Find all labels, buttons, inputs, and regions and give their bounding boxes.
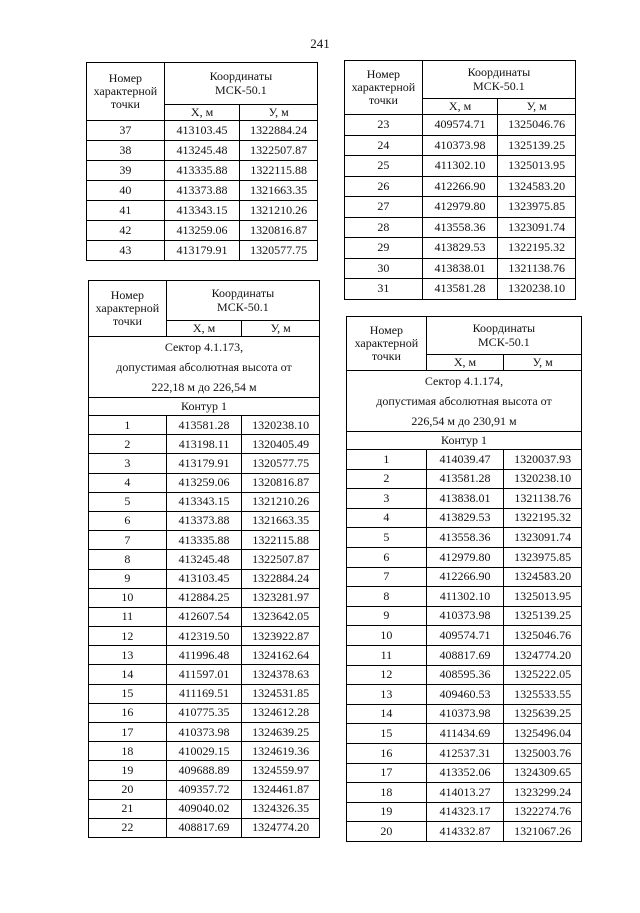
y-coordinate-cell: 1321210.26 [242,492,320,511]
table-row [347,704,582,724]
x-coordinate-cell: 413179.91 [164,241,240,261]
point-number-cell: 2 [89,435,167,454]
y-coordinate-cell: 1325222.05 [504,665,582,685]
table-row [89,454,320,473]
point-number-cell: 3 [347,489,427,509]
x-coordinate-cell: 410373.98 [422,135,498,156]
point-number-cell: 10 [347,626,427,646]
y-coordinate-cell: 1321663.35 [240,181,318,201]
y-coordinate-cell: 1325533.55 [504,685,582,705]
y-coordinate-cell: 1324309.65 [504,763,582,783]
y-coordinate-cell: 1322195.32 [498,238,576,259]
point-number-cell: 13 [347,685,427,705]
x-coordinate-cell: 410373.98 [426,606,504,626]
y-coordinate-cell: 1321663.35 [242,511,320,530]
point-number-cell: 21 [89,799,167,818]
y-coordinate-cell: 1324583.20 [498,176,576,197]
x-coordinate-cell: 411434.69 [426,724,504,744]
y-coordinate-cell: 1322115.88 [240,161,318,181]
y-coordinate-cell: 1321210.26 [240,201,318,221]
x-coordinate-cell: 412979.80 [426,547,504,567]
y-coordinate-cell: 1324612.28 [242,703,320,722]
table-row [347,685,582,705]
x-coordinate-cell: 412537.31 [426,743,504,763]
coordinates-header: Координаты МСК-50.1 [426,317,581,355]
point-number-cell: 15 [89,684,167,703]
y-coordinate-cell: 1323975.85 [504,547,582,567]
x-coordinate-cell: 413103.45 [164,121,240,141]
point-number-cell: 10 [89,588,167,607]
x-coordinate-cell: 409574.71 [426,626,504,646]
x-coordinate-cell: 413335.88 [164,161,240,181]
x-coordinate-cell: 413829.53 [426,508,504,528]
table-row [87,141,318,161]
table-row [347,508,582,528]
point-number-cell: 11 [89,607,167,626]
table-row [345,176,576,197]
y-column-header: У, м [240,105,318,121]
point-number-cell: 28 [345,217,423,238]
point-number-cell: 12 [89,627,167,646]
table-row [89,492,320,511]
x-coordinate-cell: 413352.06 [426,763,504,783]
table-row [87,121,318,141]
y-coordinate-cell: 1320816.87 [240,221,318,241]
x-coordinate-cell: 413373.88 [164,181,240,201]
table-row [345,197,576,218]
table-row [347,528,582,548]
x-coordinate-cell: 410029.15 [166,742,242,761]
x-coordinate-cell: 412266.90 [426,567,504,587]
point-number-cell: 7 [89,531,167,550]
point-number-cell: 19 [347,802,427,822]
y-coordinate-cell: 1323922.87 [242,627,320,646]
table-row [345,279,576,300]
table-row [347,763,582,783]
x-coordinate-cell: 412884.25 [166,588,242,607]
table-row [89,665,320,684]
x-coordinate-cell: 413179.91 [166,454,242,473]
y-coordinate-cell: 1322195.32 [504,508,582,528]
table-row [89,627,320,646]
table-row [347,783,582,803]
y-coordinate-cell: 1324619.36 [242,742,320,761]
point-number-cell: 16 [347,743,427,763]
point-number-cell: 26 [345,176,423,197]
x-coordinate-cell: 413198.11 [166,435,242,454]
table-row [89,511,320,530]
x-coordinate-cell: 411302.10 [426,587,504,607]
y-coordinate-cell: 1324583.20 [504,567,582,587]
table-row [345,115,576,136]
y-coordinate-cell: 1325013.95 [498,156,576,177]
contour-label: Контур 1 [347,432,582,450]
x-coordinate-cell: 408817.69 [166,818,242,837]
y-coordinate-cell: 1322507.87 [242,550,320,569]
y-coordinate-cell: 1321138.76 [504,489,582,509]
y-coordinate-cell: 1325639.25 [504,704,582,724]
point-number-cell: 3 [89,454,167,473]
y-coordinate-cell: 1322884.24 [240,121,318,141]
table-row [89,588,320,607]
point-number-cell: 39 [87,161,165,181]
coordinates-table-sector-4-1-173 [88,280,320,838]
coordinates-table-sector-4-1-174 [346,316,582,842]
table-row [89,761,320,780]
point-number-cell: 8 [89,550,167,569]
point-number-cell: 8 [347,587,427,607]
point-number-cell: 23 [345,115,423,136]
y-column-header: У, м [498,99,576,115]
point-number-cell: 27 [345,197,423,218]
x-column-header: X, м [166,321,242,337]
x-coordinate-cell: 409574.71 [422,115,498,136]
x-coordinate-cell: 414332.87 [426,822,504,842]
x-coordinate-cell: 412266.90 [422,176,498,197]
x-coordinate-cell: 414323.17 [426,802,504,822]
y-coordinate-cell: 1324774.20 [504,645,582,665]
point-number-cell: 2 [347,469,427,489]
coordinates-table-top-right [344,60,576,300]
y-coordinate-cell: 1320037.93 [504,450,582,470]
y-coordinate-cell: 1320238.10 [504,469,582,489]
point-number-cell: 1 [89,416,167,435]
table-row [345,156,576,177]
x-coordinate-cell: 410373.98 [166,723,242,742]
point-number-cell: 14 [347,704,427,724]
table-row [347,822,582,842]
point-number-cell: 43 [87,241,165,261]
x-coordinate-cell: 413558.36 [422,217,498,238]
table-row [89,550,320,569]
y-coordinate-cell: 1324559.97 [242,761,320,780]
point-number-cell: 20 [347,822,427,842]
y-coordinate-cell: 1322274.76 [504,802,582,822]
x-coordinate-cell: 409040.02 [166,799,242,818]
x-coordinate-cell: 413838.01 [422,258,498,279]
table-row [345,258,576,279]
table-row [87,181,318,201]
table-row [89,473,320,492]
table-row [345,217,576,238]
table-row [89,435,320,454]
point-number-cell: 9 [89,569,167,588]
coordinates-header: Координаты МСК-50.1 [166,281,319,321]
x-coordinate-cell: 413373.88 [166,511,242,530]
y-coordinate-cell: 1323091.74 [498,217,576,238]
table-row [347,469,582,489]
table-row [347,802,582,822]
y-coordinate-cell: 1322884.24 [242,569,320,588]
y-coordinate-cell: 1324639.25 [242,723,320,742]
x-coordinate-cell: 413103.45 [166,569,242,588]
x-coordinate-cell: 410373.98 [426,704,504,724]
table-row [347,665,582,685]
y-coordinate-cell: 1323975.85 [498,197,576,218]
y-coordinate-cell: 1324774.20 [242,818,320,837]
point-number-cell: 18 [89,742,167,761]
x-coordinate-cell: 411302.10 [422,156,498,177]
y-coordinate-cell: 1322115.88 [242,531,320,550]
x-coordinate-cell: 414013.27 [426,783,504,803]
point-number-cell: 42 [87,221,165,241]
x-coordinate-cell: 413829.53 [422,238,498,259]
table-row [345,238,576,259]
y-coordinate-cell: 1325139.25 [504,606,582,626]
point-number-cell: 6 [89,511,167,530]
table-row [89,416,320,435]
point-number-cell: 1 [347,450,427,470]
y-coordinate-cell: 1325003.76 [504,743,582,763]
point-number-cell: 18 [347,783,427,803]
y-coordinate-cell: 1323642.05 [242,607,320,626]
y-coordinate-cell: 1325013.95 [504,587,582,607]
y-coordinate-cell: 1320577.75 [242,454,320,473]
coordinates-table-top-left [86,62,318,261]
sector-description: Сектор 4.1.173, допустимая абсолютная высота от 222,18 м до 226,54 м [89,337,320,398]
x-coordinate-cell: 413581.28 [422,279,498,300]
table-row [347,547,582,567]
point-number-cell: 40 [87,181,165,201]
x-coordinate-cell: 412607.54 [166,607,242,626]
x-coordinate-cell: 413581.28 [166,416,242,435]
sector-description: Сектор 4.1.174, допустимая абсолютная высота от 226,54 м до 230,91 м [347,371,582,432]
x-coordinate-cell: 411169.51 [166,684,242,703]
point-number-cell: 15 [347,724,427,744]
point-number-cell: 19 [89,761,167,780]
point-number-cell: 37 [87,121,165,141]
y-coordinate-cell: 1323299.24 [504,783,582,803]
x-column-header: X, м [422,99,498,115]
point-number-cell: 5 [89,492,167,511]
x-coordinate-cell: 409688.89 [166,761,242,780]
y-coordinate-cell: 1320577.75 [240,241,318,261]
point-number-header: Номер характерной точки [345,61,423,115]
point-number-header: Номер характерной точки [87,63,165,121]
table-row [347,606,582,626]
point-number-cell: 29 [345,238,423,259]
point-number-cell: 20 [89,780,167,799]
y-coordinate-cell: 1324461.87 [242,780,320,799]
x-coordinate-cell: 413259.06 [166,473,242,492]
y-coordinate-cell: 1325496.04 [504,724,582,744]
point-number-cell: 12 [347,665,427,685]
x-coordinate-cell: 413245.48 [166,550,242,569]
x-coordinate-cell: 412979.80 [422,197,498,218]
y-coordinate-cell: 1323091.74 [504,528,582,548]
table-row [89,799,320,818]
x-coordinate-cell: 411597.01 [166,665,242,684]
point-number-cell: 4 [89,473,167,492]
point-number-cell: 17 [347,763,427,783]
y-coordinate-cell: 1320405.49 [242,435,320,454]
point-number-cell: 17 [89,723,167,742]
point-number-cell: 5 [347,528,427,548]
table-row [89,818,320,837]
y-column-header: У, м [242,321,320,337]
y-coordinate-cell: 1324326.35 [242,799,320,818]
x-coordinate-cell: 410775.35 [166,703,242,722]
point-number-cell: 13 [89,646,167,665]
page-number: 241 [310,36,330,51]
x-coordinate-cell: 413259.06 [164,221,240,241]
y-coordinate-cell: 1323281.97 [242,588,320,607]
table-row [89,569,320,588]
x-coordinate-cell: 413558.36 [426,528,504,548]
point-number-cell: 30 [345,258,423,279]
x-coordinate-cell: 413245.48 [164,141,240,161]
point-number-cell: 25 [345,156,423,177]
table-row [345,135,576,156]
coordinates-header: Координаты МСК-50.1 [164,63,317,105]
contour-label: Контур 1 [89,398,320,416]
point-number-cell: 6 [347,547,427,567]
x-coordinate-cell: 414039.47 [426,450,504,470]
x-coordinate-cell: 413343.15 [164,201,240,221]
table-row [89,780,320,799]
table-row [89,531,320,550]
table-row [89,684,320,703]
y-coordinate-cell: 1325046.76 [498,115,576,136]
table-row [347,743,582,763]
point-number-cell: 7 [347,567,427,587]
x-coordinate-cell: 412319.50 [166,627,242,646]
y-coordinate-cell: 1325139.25 [498,135,576,156]
y-coordinate-cell: 1324531.85 [242,684,320,703]
x-coordinate-cell: 411996.48 [166,646,242,665]
point-number-cell: 31 [345,279,423,300]
table-row [347,626,582,646]
y-column-header: У, м [504,355,582,371]
table-row [347,724,582,744]
point-number-cell: 41 [87,201,165,221]
point-number-cell: 14 [89,665,167,684]
table-row [87,221,318,241]
x-coordinate-cell: 413343.15 [166,492,242,511]
coordinates-header: Координаты МСК-50.1 [422,61,575,99]
y-coordinate-cell: 1322507.87 [240,141,318,161]
page-edge [632,0,640,913]
y-coordinate-cell: 1324378.63 [242,665,320,684]
x-coordinate-cell: 413335.88 [166,531,242,550]
table-row [347,450,582,470]
point-number-header: Номер характерной точки [347,317,427,371]
y-coordinate-cell: 1324162.64 [242,646,320,665]
point-number-cell: 4 [347,508,427,528]
point-number-header: Номер характерной точки [89,281,167,337]
y-coordinate-cell: 1325046.76 [504,626,582,646]
x-coordinate-cell: 408595.36 [426,665,504,685]
point-number-cell: 24 [345,135,423,156]
y-coordinate-cell: 1320238.10 [498,279,576,300]
point-number-cell: 16 [89,703,167,722]
x-coordinate-cell: 408817.69 [426,645,504,665]
x-coordinate-cell: 413581.28 [426,469,504,489]
point-number-cell: 38 [87,141,165,161]
x-coordinate-cell: 409357.72 [166,780,242,799]
table-row [89,607,320,626]
y-coordinate-cell: 1321138.76 [498,258,576,279]
table-row [87,201,318,221]
table-row [347,645,582,665]
table-row [87,241,318,261]
x-coordinate-cell: 413838.01 [426,489,504,509]
table-row [87,161,318,181]
table-row [347,567,582,587]
y-coordinate-cell: 1320816.87 [242,473,320,492]
x-column-header: X, м [426,355,504,371]
point-number-cell: 11 [347,645,427,665]
table-row [89,723,320,742]
x-column-header: X, м [164,105,240,121]
y-coordinate-cell: 1320238.10 [242,416,320,435]
table-row [89,742,320,761]
table-row [347,489,582,509]
table-row [347,587,582,607]
point-number-cell: 22 [89,818,167,837]
x-coordinate-cell: 409460.53 [426,685,504,705]
table-row [89,646,320,665]
y-coordinate-cell: 1321067.26 [504,822,582,842]
table-row [89,703,320,722]
point-number-cell: 9 [347,606,427,626]
